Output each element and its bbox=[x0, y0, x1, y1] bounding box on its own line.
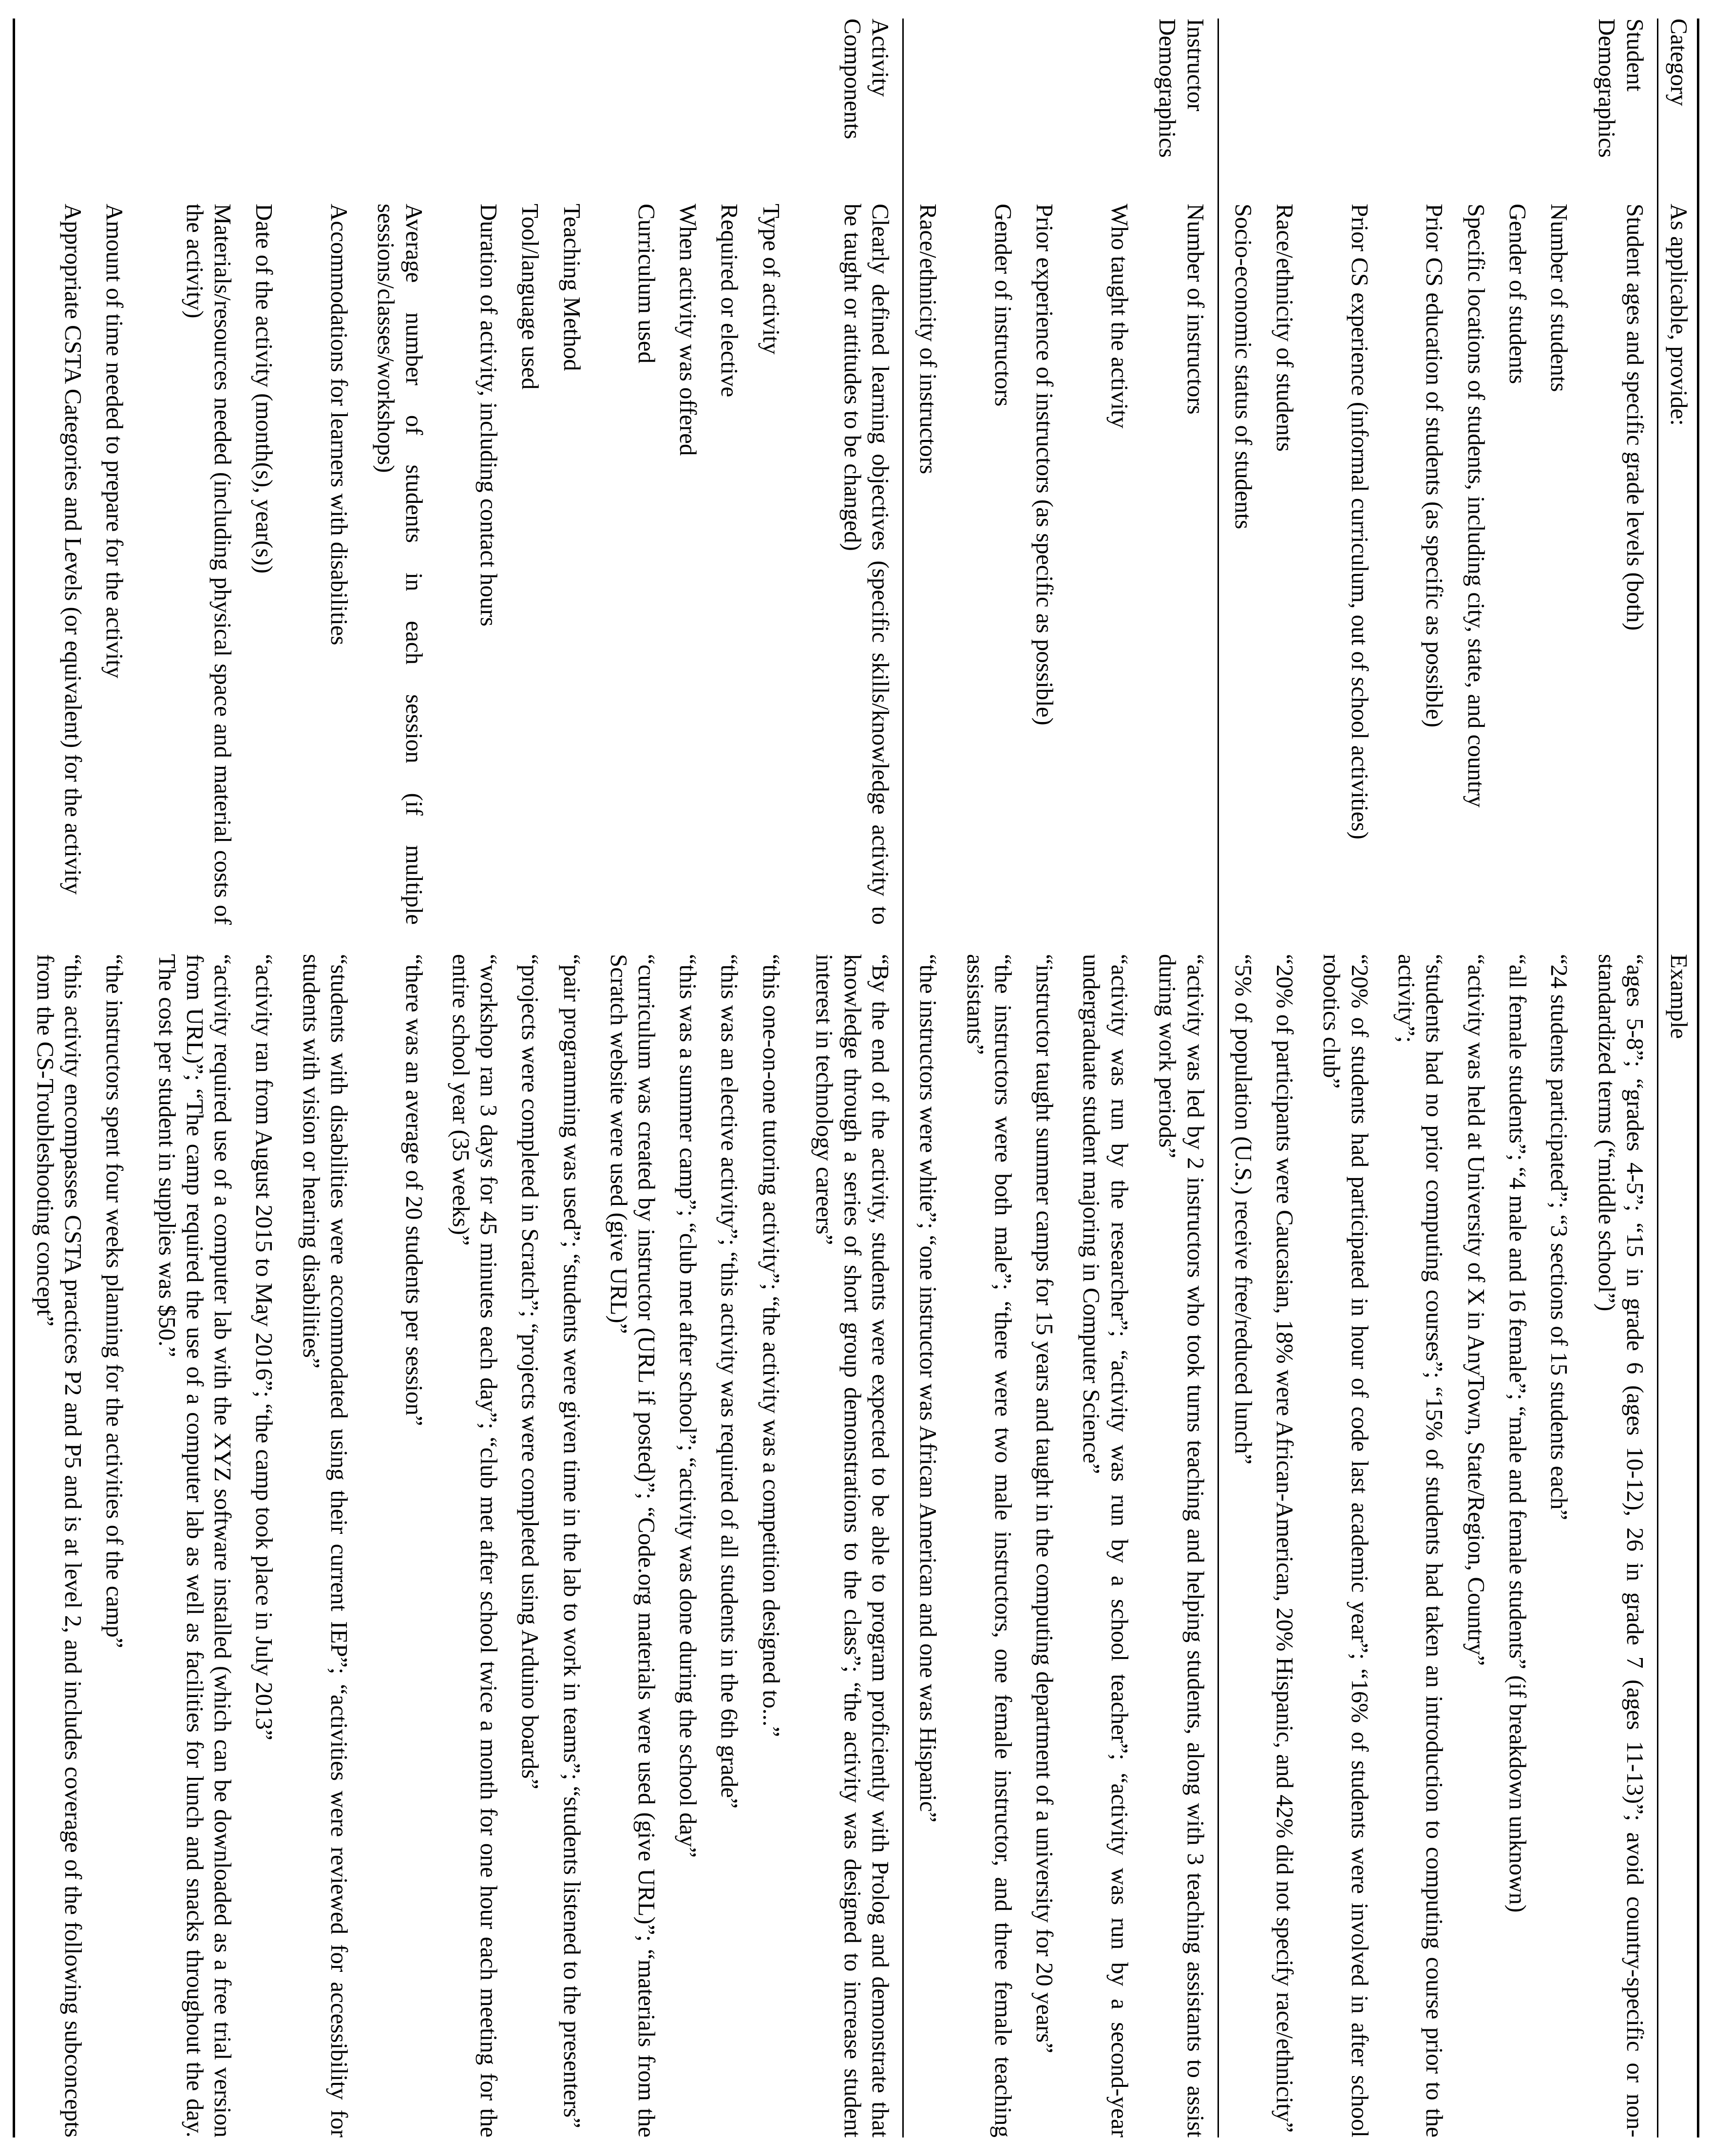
provide-cell: When activity was offered bbox=[675, 204, 702, 456]
example-cell: “activity required use of a computer lab with the XYZ software installed (which can be downloaded as a free trial version from URL)”; “The camp required the use of a computer lab as well as facilities for lunch and snacks throughout the day. The cost per student in supplies was $50.” bbox=[153, 954, 237, 2137]
example-cell: “20% of participants were Caucasian, 18% were African-American, 20% Hispanic, and 42% did not specify race/ethnicity” bbox=[1272, 954, 1299, 2133]
table-row bbox=[945, 19, 1020, 2137]
table-row bbox=[903, 19, 945, 2137]
example-cell: “activity was held at University of X in AnyTown, State/Region, Country” bbox=[1463, 954, 1490, 1666]
example-cell: “students had no prior computing courses”; “15% of students had taken an introduction to computing course prior to the activity”; bbox=[1393, 954, 1448, 2137]
provide-cell: Number of students bbox=[1545, 204, 1573, 392]
table-row bbox=[589, 19, 664, 2137]
provide-cell: Curriculum used bbox=[633, 204, 661, 363]
provide-cell: Specific locations of students, including city, state, and country bbox=[1463, 204, 1490, 808]
provide-cell: Clearly defined learning objectives (specific skills/knowledge activity to be taught or attitudes to be changed) bbox=[839, 204, 894, 925]
table-row bbox=[547, 19, 589, 2137]
example-cell: “this activity encompasses CSTA practices P2 and P5 and is at level 2, and includes coverage of the following subconcepts from the CS-Troubleshooting concept” bbox=[32, 954, 87, 2137]
table-section bbox=[14, 19, 903, 2137]
provide-cell: Teaching Method bbox=[558, 204, 586, 371]
table-row bbox=[1218, 19, 1260, 2137]
table-row bbox=[1535, 19, 1576, 2137]
table-row bbox=[240, 19, 281, 2137]
example-cell: “By the end of the activity, students were expected to be able to program proficiently with Prolog and demonstrate that knowledge through a series of short group demonstrations to the class”; “the activity was designed to increase student interest in technology careers” bbox=[811, 954, 894, 2137]
example-cell: “activity ran from August 2015 to May 2016”; “the camp took place in July 2013” bbox=[251, 954, 278, 1740]
example-cell: “the instructors were white”; “one instructor was African American and one was Hispanic” bbox=[915, 954, 942, 1823]
reporting-guidelines-table bbox=[13, 19, 1699, 2137]
provide-cell: Race/ethnicity of students bbox=[1272, 204, 1299, 452]
table-row bbox=[1020, 19, 1062, 2137]
provide-cell: Prior CS experience (informal curriculum, out of school activities) bbox=[1346, 204, 1373, 840]
example-cell: “projects were completed in Scratch”; “projects were completed using Arduino boards” bbox=[517, 954, 544, 1790]
provide-cell: Gender of students bbox=[1504, 204, 1531, 384]
provide-cell: Who taught the activity bbox=[1106, 204, 1133, 429]
example-cell: “24 students participated”; “3 sections of 15 students each” bbox=[1545, 954, 1573, 1521]
table-row bbox=[705, 19, 746, 2137]
provide-cell: Race/ethnicity of instructors bbox=[915, 204, 942, 475]
provide-cell: Type of activity bbox=[758, 204, 785, 355]
col-header-example: Example bbox=[1657, 954, 1698, 2137]
example-cell: “this one-on-one tutoring activity”; “the activity was a competition designed to...” bbox=[758, 954, 785, 1737]
table-row bbox=[1377, 19, 1452, 2137]
table-row bbox=[506, 19, 547, 2137]
category-cell: Instructor Demographics bbox=[1154, 19, 1209, 158]
table-row bbox=[1576, 19, 1657, 2137]
category-cell: Student Demographics bbox=[1594, 19, 1649, 158]
example-cell: “activity was led by 2 instructors who took turns teaching and helping students, along with 3 teaching assistants to assist during work periods” bbox=[1154, 954, 1209, 2137]
table-section bbox=[903, 19, 1218, 2137]
example-cell: “this was a summer camp”; “club met after school”; “activity was done during the school day” bbox=[675, 954, 702, 1858]
table-row bbox=[1260, 19, 1302, 2137]
table-row bbox=[1493, 19, 1535, 2137]
provide-cell: Accommodations for learners with disabilities bbox=[326, 204, 353, 646]
table-row bbox=[132, 19, 240, 2137]
table-row bbox=[90, 19, 132, 2137]
example-cell: “activity was run by the researcher”; “activity was run by a school teacher”; “activity was run by a second-year undergraduate student majoring in Computer Science” bbox=[1078, 954, 1133, 2137]
provide-cell: Socio-economic status of students bbox=[1230, 204, 1257, 530]
table-row bbox=[1657, 19, 1698, 2137]
provide-cell: Date of the activity (month(s), year(s)) bbox=[251, 204, 278, 574]
example-cell: “curriculum was created by instructor (URL if posted)”; “Code.org materials were used (give URL)”; “materials from the Scratch website were used (give URL)” bbox=[605, 954, 661, 2137]
table-row bbox=[356, 19, 431, 2137]
example-cell: “the instructors spent four weeks planning for the activities of the camp” bbox=[101, 954, 129, 1648]
table-row bbox=[282, 19, 357, 2137]
example-cell: “5% of population (U.S.) receive free/reduced lunch” bbox=[1230, 954, 1257, 1465]
provide-cell: Appropriate CSTA Categories and Levels (or equivalent) for the activity bbox=[60, 204, 87, 895]
example-cell: “students with disabilities were accommodated using their current IEP”; “activities were reviewed for accessibility for students with vision or hearing disabilities” bbox=[298, 954, 353, 2137]
example-cell: “all female students”; “4 male and 16 female”; “male and female students” (if breakdown unknown) bbox=[1504, 954, 1531, 1913]
table-row bbox=[14, 19, 91, 2137]
col-header-category: Category bbox=[1657, 19, 1698, 204]
example-cell: “workshop ran 3 days for 45 minutes each day”; “club met after school twice a month for one hour each meeting for the entire school year (35 weeks)” bbox=[447, 954, 503, 2137]
example-cell: “instructor taught summer camps for 15 years and taught in the computing department of a university for 20 years” bbox=[1031, 954, 1059, 2054]
example-cell: “there was an average of 20 students per session” bbox=[400, 954, 428, 1426]
provide-cell: Prior CS education of students (as specific as possible) bbox=[1421, 204, 1448, 728]
provide-cell: Amount of time needed to prepare for the activity bbox=[101, 204, 129, 679]
table-row bbox=[747, 19, 788, 2137]
table-row bbox=[1137, 19, 1218, 2137]
example-cell: “the instructors were both male”; “there were two male instructors, one female instructor, and three female teaching assistants” bbox=[962, 954, 1017, 2137]
provide-cell: Gender of instructors bbox=[989, 204, 1017, 407]
example-cell: “ages 5-8”; “grades 4-5”; “15 in grade 6 (ages 10-12), 26 in grade 7 (ages 11-13)”; avoid country-specific or non-standardized terms (“middle school”) bbox=[1594, 954, 1649, 2137]
category-cell: Activity Components bbox=[839, 19, 894, 139]
table-row bbox=[1451, 19, 1493, 2137]
provide-cell: Required or elective bbox=[716, 204, 743, 398]
table-row bbox=[664, 19, 705, 2137]
provide-cell: Prior experience of instructors (as specific as possible) bbox=[1031, 204, 1059, 725]
provide-cell: Tool/language used bbox=[517, 204, 544, 390]
table-row bbox=[431, 19, 506, 2137]
table-row bbox=[1302, 19, 1377, 2137]
table-row bbox=[1062, 19, 1137, 2137]
col-header-provide: As applicable, provide: bbox=[1657, 204, 1698, 954]
provide-cell: Average number of students in each session (if multiple sessions/classes/workshops) bbox=[373, 204, 428, 925]
table-row bbox=[788, 19, 903, 2137]
example-cell: “20% of students had participated in hour of code last academic year”; “16% of students were involved in after school robotics club” bbox=[1318, 954, 1373, 2137]
example-cell: “this was an elective activity”; “this activity was required of all students in the 6th grade” bbox=[716, 954, 743, 1809]
provide-cell: Student ages and specific grade levels (both) bbox=[1621, 204, 1649, 631]
table-section bbox=[1218, 19, 1657, 2137]
provide-cell: Duration of activity, including contact hours bbox=[476, 204, 503, 627]
table-header-row bbox=[1657, 19, 1698, 2137]
example-cell: “pair programming was used”; “students were given time in the lab to work in teams”; “students listened to the presenters” bbox=[558, 954, 586, 2128]
provide-cell: Materials/resources needed (including physical space and material costs of the activity) bbox=[182, 204, 237, 925]
provide-cell: Number of instructors bbox=[1182, 204, 1209, 415]
